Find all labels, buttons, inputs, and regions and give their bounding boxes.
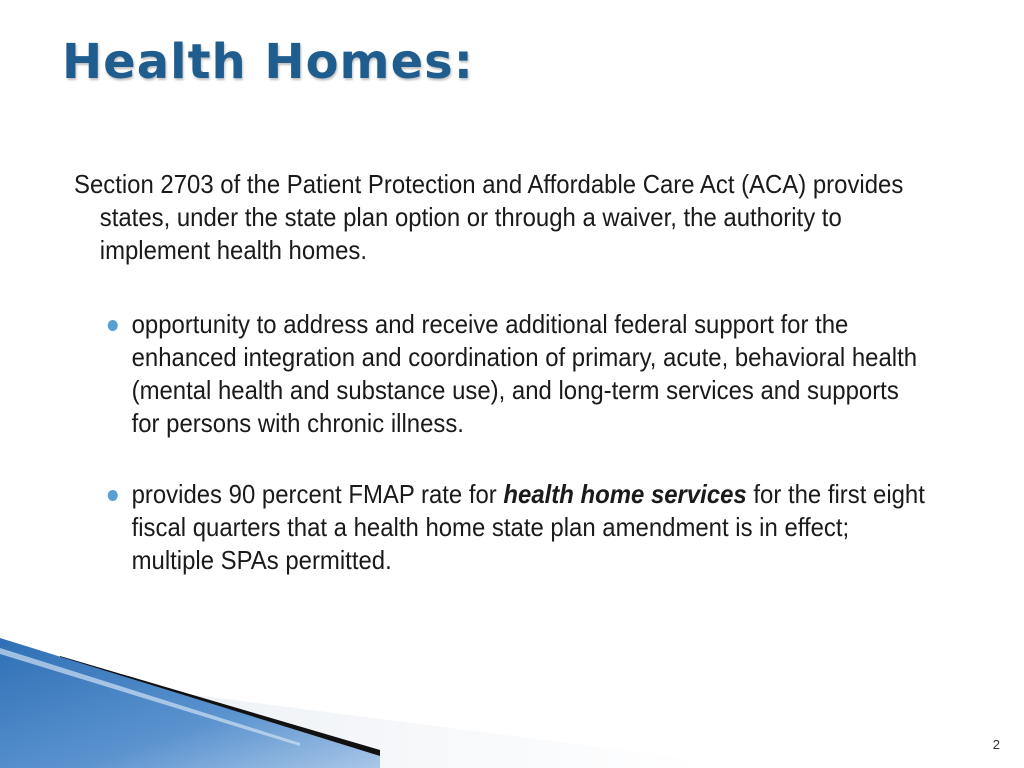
decor-blue-wedge: [0, 638, 380, 768]
bullet-text-tail: for the first eight fiscal quarters that a health home state plan amendment is in effect; multiple SPAs permitted.: [131, 479, 925, 575]
bullet-item: [104, 478, 932, 577]
intro-paragraph: Section 2703 of the Patient Protection and Affordable Care Act (ACA) provides states, under the state plan option or through a waiver, the authority to implement health homes.: [74, 169, 904, 265]
bullet-dot-icon: [108, 490, 118, 501]
bullet-text: opportunity to address and receive additional federal support for the enhanced integration and coordination of primary, acute, behavioral health (mental health and substance use), and long-term services and supports for persons with chronic illness.: [131, 309, 918, 438]
bullet-text-lead: provides 90 percent FMAP rate for: [131, 479, 504, 509]
bullet-list: [104, 308, 932, 615]
bullet-dot-icon: [108, 320, 118, 331]
slide-title: Health Homes:: [62, 34, 474, 90]
page-number: 2: [992, 737, 1000, 752]
bullet-emphasis: health home services: [503, 479, 747, 509]
corner-decoration: [0, 638, 700, 768]
bullet-item: [104, 308, 932, 440]
